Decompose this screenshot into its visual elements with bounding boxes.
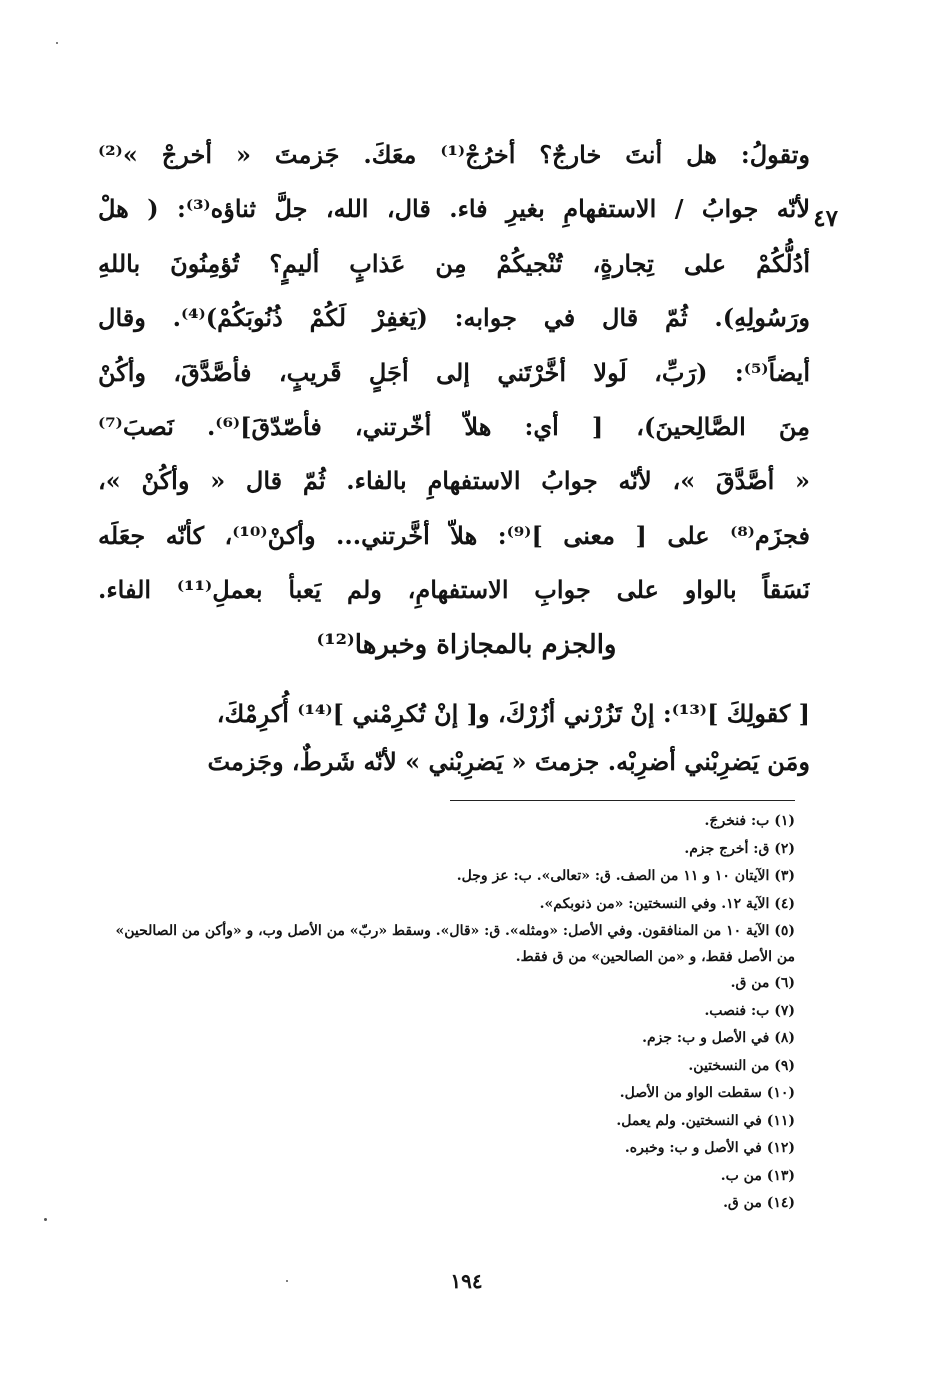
scan-speck bbox=[44, 1218, 47, 1221]
text-line: أدُلُّكُمْ على تِجارةٍ، تُنْجيكُمْ مِن عَذابٍ أليمٍ؟ تُؤمِنُونَ باللهِ bbox=[98, 248, 810, 278]
footnote: (٥) الآية ١٠ من المنافقون. وفي الأصل: «ومثله». ق: «قال». وسقط «ربّ» من الأصل وب، و «وأكن من الصالحين» من الأصل فقط، و «من الصالحين» من ق فقط. bbox=[115, 923, 795, 965]
text-line: ورَسُولِهِ). ثُمّ قال في جوابه: (يَغفِرْ لَكُمْ ذُنُوبَكُمْ)⁽⁴⁾. وقال bbox=[98, 303, 810, 333]
text-line: أيضاً⁽⁵⁾: (رَبِّ، لَولا أخَّرْتَني إلى أجَلٍ قَريبٍ، فأصَّدَّقَ، وأكُنْ bbox=[98, 357, 810, 387]
second-paragraph bbox=[98, 690, 810, 786]
text-line: لأنّه جوابُ / الاستفهامِ بغيرِ فاء. قال، الله، جلَّ ثناؤه⁽³⁾: ( هلْ bbox=[98, 194, 810, 224]
text-line: « أصَّدَّقَ »، لأنّه جوابُ الاستفهامِ بالفاء. ثُمّ قال « وأكُنْ »، bbox=[98, 466, 810, 496]
scan-speck bbox=[56, 42, 58, 44]
footnote: (٨) في الأصل و ب: جزم. bbox=[642, 1030, 795, 1046]
text-line: ومَن يَضرِبْني أضرِبْه. جزمتَ « يَضرِبْني » لأنّه شَرطٌ، وجَزمتَ bbox=[207, 747, 810, 776]
footnote: (٧) ب: فنصب. bbox=[704, 1002, 795, 1019]
footnote: (١١) في النسختين. ولم يعمل. bbox=[616, 1112, 795, 1129]
text-line: مِنَ الصَّالِحينَ)، [ أي: هلاّ أخّرتني، فأصّدّقَ]⁽⁶⁾. نَصبَ⁽⁷⁾ bbox=[98, 411, 810, 441]
footnote: (٩) من النسختين. bbox=[688, 1057, 795, 1074]
footnote: (٢) ق: أخرج جزم. bbox=[684, 840, 795, 857]
main-paragraph bbox=[98, 128, 810, 618]
footnote: (٦) من ق. bbox=[730, 975, 795, 991]
section-heading: والجزم بالمجازاة وخبرها⁽¹²⁾ bbox=[316, 630, 617, 660]
footnote: (١) ب: فنخرجَ. bbox=[704, 813, 795, 829]
text-line: نَسَقاً بالواو على جوابِ الاستفهامِ، ولم يَعبأ بعملِ⁽¹¹⁾ الفاء. bbox=[98, 575, 810, 605]
text-line: وتقولُ: هل أنتَ خارجٌ؟ أخرُجْ⁽¹⁾ معَكَ. جَزمتَ « أخرجْ »⁽²⁾ bbox=[98, 140, 810, 169]
footnote: (٤) الآية ١٢. وفي النسختين: «من ذنوبكم». bbox=[539, 895, 795, 912]
footnotes bbox=[100, 808, 795, 1218]
footnote: (٣) الآيتان ١٠ و ١١ من الصف. ق: «تعالى». ب: عز وجل. bbox=[456, 868, 795, 884]
footnote: (١٤) من ق. bbox=[723, 1195, 795, 1211]
margin-page-reference: ٤٧ bbox=[813, 205, 838, 232]
footnote: (١٣) من ب. bbox=[720, 1167, 795, 1184]
footnote: (١٠) سقطت الواو من الأصل. bbox=[619, 1085, 795, 1101]
text-line: [ كقولِكَ ]⁽¹³⁾: إنْ تَزُرْني أزُرْكَ، و[ إنْ تُكرِمْني ]⁽¹⁴⁾ أُكرِمْكَ، bbox=[216, 699, 810, 728]
footnote-divider bbox=[450, 800, 795, 801]
footnote: (١٢) في الأصل و ب: وخبره. bbox=[624, 1140, 795, 1156]
page-number: ١٩٤ bbox=[450, 1269, 483, 1293]
text-line: فجزَم⁽⁸⁾ على [ معنى ]⁽⁹⁾: هلاّ أخَّرتني... وأكنْ⁽¹⁰⁾، كأنّه جعَلَه bbox=[98, 520, 810, 550]
